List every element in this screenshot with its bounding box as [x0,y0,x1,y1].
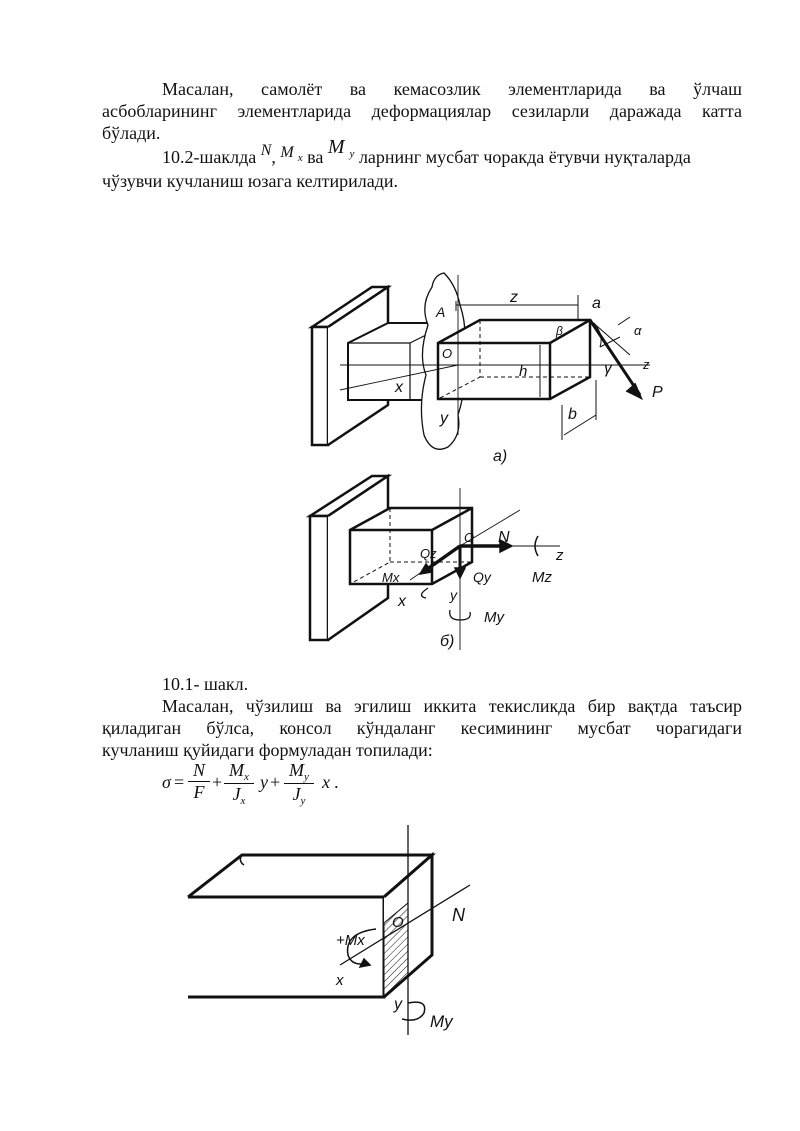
symbol-my [328,136,355,158]
caption-10-1: 10.1- шакл. [162,674,249,694]
paragraph-line: кучланиш қуйидаги формуладан топилади: [102,740,433,760]
formula-sigma: σ [162,772,171,792]
label-y: y [394,996,402,1013]
label-p: P [652,384,663,401]
wall-front [312,327,328,445]
label-mx: Mx [382,570,400,585]
label-qy: Qy [473,569,491,585]
label-y: y [450,587,457,603]
label-z2: z [643,357,650,372]
label-alpha: α [634,323,642,338]
figure-b-internal-forces [300,470,600,655]
fraction-denominator [284,784,314,807]
my-subscript: y [304,771,309,783]
label-x: x [398,593,406,610]
label-my: My [484,609,504,626]
formula-x: x . [322,772,339,792]
comma: , [271,147,276,167]
label-mz: Mz [532,569,552,586]
figure-c-cross-section [180,825,500,1040]
formula-plus: + [270,772,281,792]
label-h: h [519,363,528,380]
fraction-numerator [284,760,314,784]
jx-subscript: x [240,795,246,807]
symbol-my-letter: M [327,136,345,158]
load-p-arrow [590,320,640,395]
jx-letter: J [232,784,241,804]
label-x: x [395,379,403,396]
fraction-numerator [224,760,254,784]
paragraph-intro [102,78,742,144]
symbol-mx-letter: M [280,144,294,161]
label-z: z [556,547,564,564]
label-plus-mx: +Mx [336,932,365,949]
fraction-denominator [224,784,254,807]
mx-letter: M [229,760,245,780]
paragraph-line-math [102,136,742,174]
label-x: x [336,972,344,989]
label-qz: Qz [420,546,437,561]
paragraph-line: бўлади. [102,123,161,143]
formula-y: y [260,772,268,792]
my-letter: M [289,760,305,780]
symbol-mx [280,144,303,164]
fraction-mx-jx [224,760,254,807]
jy-letter: J [292,784,301,804]
moment-mx [421,588,428,598]
label-o: O [392,914,404,931]
label-gamma: γ [604,360,612,377]
conjunction-va: ва [307,147,324,167]
label-a-section: A [436,304,446,320]
paragraph-line: Масалан, чўзилиш ва эгилиш иккита текисликда бир вақтда таъсир [162,696,742,716]
formula-equals: = [174,772,185,792]
label-a: a [592,295,601,312]
jy-subscript: y [300,795,306,807]
symbol-mx-subscript: x [297,152,303,164]
label-y: y [440,410,448,427]
caption-a: а) [493,448,508,465]
figure-a-cantilever [300,265,680,475]
stress-formula [162,760,462,820]
figure-caption [102,673,742,695]
paragraph-stress [102,136,742,192]
label-beta: β [556,324,563,338]
fraction-n-f [188,760,210,803]
label-o: O [442,346,453,361]
paragraph-formula-intro [102,695,742,761]
prefix-text: 10.2-шаклда [162,147,257,167]
symbol-my-subscript: y [349,148,355,160]
moment-my [402,1002,425,1020]
suffix-text: ларнинг мусбат чоракда ётувчи нуқталарда [358,147,691,167]
mx-subscript: x [244,771,249,783]
fraction-denominator: F [193,782,205,802]
caption-b: б) [440,633,455,650]
label-my: My [430,1012,453,1031]
paragraph-line: асбобларининг элементларида деформациялар сезиларли даражада катта [102,101,742,121]
formula-plus: + [212,772,223,792]
label-z: z [510,289,518,306]
label-n: N [498,529,510,546]
fraction-my-jy [284,760,314,807]
symbol-n: N [260,142,272,159]
paragraph-line: қиладиган бўлса, консол кўндаланг кесимининг мусбат чорагидаги [102,718,742,738]
label-o: O [464,530,475,545]
paragraph-line: чўзувчи кучланиш юзага келтирилади. [102,171,399,191]
label-b: b [568,406,577,423]
label-n: N [452,905,465,925]
paragraph-line: Масалан, самолёт ва кемасозлик элементларида ва ўлчаш [162,79,742,99]
fraction-numerator: N [188,760,210,782]
